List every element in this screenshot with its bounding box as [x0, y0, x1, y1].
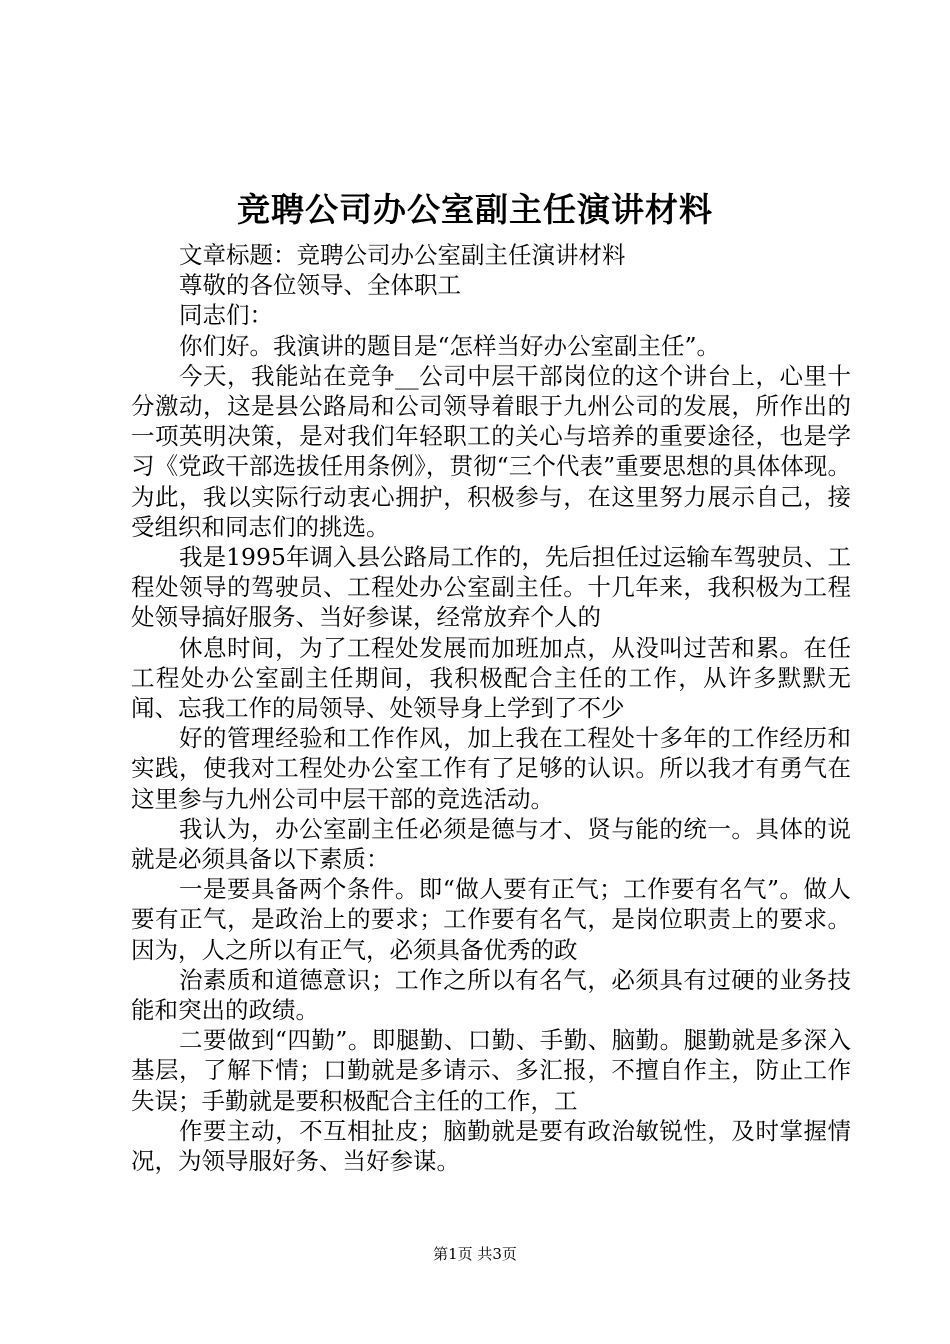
paragraph-background: 我是1995年调入县公路局工作的，先后担任过运输车驾驶员、工程处领导的驾驶员、工程处办公室副主任。十几年来，我积极为工程处领导搞好服务、当好参谋，经常放弃个人的: [131, 543, 851, 632]
paragraph-comrades: 同志们：: [179, 301, 273, 330]
document-body: [131, 240, 851, 1176]
paragraph-experience: 好的管理经验和工作作风，加上我在工程处十多年的工作经历和实践，使我对工程处办公室工作有了足够的认识。所以我才有勇气在这里参与九州公司中层干部的竞选活动。: [131, 724, 851, 813]
paragraph-political-quality: 治素质和道德意识；工作之所以有名气，必须具有过硬的业务技能和突出的政绩。: [131, 965, 851, 1025]
paragraph-rest-time: 休息时间，为了工程处发展而加班加点，从没叫过苦和累。在任工程处办公室副主任期间，我积极配合主任的工作，从许多默默无闻、忘我工作的局领导、处领导身上学到了不少: [131, 633, 851, 723]
paragraph-work-proactive: 作要主动，不互相扯皮；脑勤就是要有政治敏锐性，及时掌握情况，为领导服好务、当好参谋。: [131, 1116, 851, 1176]
paragraph-article-title: 文章标题：竞聘公司办公室副主任演讲材料: [179, 241, 626, 269]
document-title: 竞聘公司办公室副主任演讲材料: [237, 190, 713, 229]
paragraph-qualities: 我认为，办公室副主任必须是德与才、贤与能的统一。具体的说就是必须具备以下素质：: [131, 814, 851, 874]
paragraph-two-conditions: 一是要具备两个条件。即“做人要有正气；工作要有名气”。做人要有正气，是政治上的要求；工作要有名气，是岗位职责上的要求。因为，人之所以有正气，必须具备优秀的政: [131, 875, 851, 964]
paragraph-today: 今天，我能站在竞争__公司中层干部岗位的这个讲台上，心里十分激动，这是县公路局和公司领导着眼于九州公司的发展，所作出的一项英明决策，是对我们年轻职工的关心与培养的重要途径，也是学习《党政干部选拔任用条例》，贯彻“三个代表”重要思想的具体体现。为此，我以实际行动衷心拥护，积极参与，在这里努力展示自己，接受组织和同志们的挑选。: [131, 361, 851, 541]
page-number: 第1页 共3页: [433, 1245, 517, 1263]
paragraph-greeting: 你们好。我演讲的题目是“怎样当好办公室副主任”。: [179, 331, 721, 360]
paragraph-salutation: 尊敬的各位领导、全体职工: [179, 271, 461, 300]
paragraph-four-diligences: 二要做到“四勤”。即腿勤、口勤、手勤、脑勤。腿勤就是多深入基层，了解下情；口勤就是多请示、多汇报，不擅自作主，防止工作失误；手勤就是要积极配合主任的工作，工: [131, 1026, 851, 1115]
